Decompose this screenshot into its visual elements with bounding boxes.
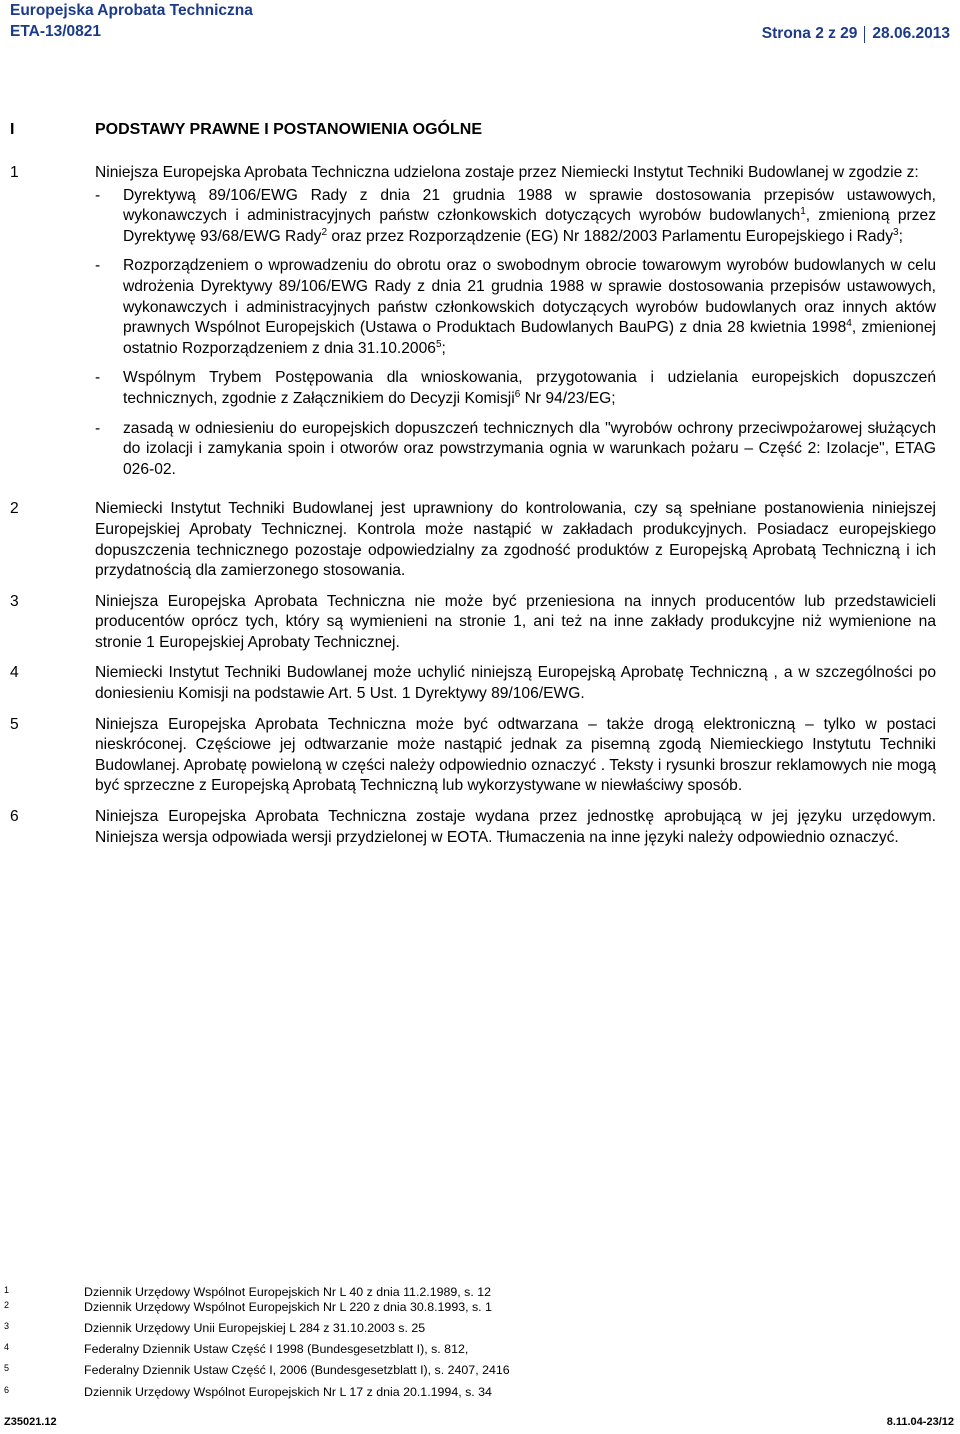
paragraph-number: 4 — [10, 664, 19, 682]
page-info — [762, 25, 950, 43]
list-item: - Wspólnym Trybem Postępowania dla wnioskowania, przygotowania i udzielania europejskich dopuszczeń technicznych, zgodnie z Załącznikiem do Decyzji Komisji$^6$ Nr 94/23/EG; — [95, 368, 936, 409]
footnote-number: 3 — [4, 1321, 10, 1331]
paragraph-number: 6 — [10, 808, 19, 826]
footnote-ref[interactable]: 4 — [846, 317, 852, 329]
footnote-number: 6 — [4, 1385, 10, 1395]
footnote-text: Dziennik Urzędowy Wspólnot Europejskich Nr L 40 z dnia 11.2.1989, s. 12 — [84, 1285, 492, 1299]
paragraph-number: 2 — [10, 500, 19, 518]
section-number: I — [10, 121, 15, 138]
paragraph-1 — [10, 163, 936, 489]
approval-number: ETA-13/0821 — [10, 23, 102, 40]
paragraph-content: Niemiecki Instytut Techniki Budowlanej jest uprawniony do kontrolowania, czy są spełniane postanowienia niniejszej Europejskiej Aprobaty Technicznej. Kontrola może nastąpić w zakładach produkcyjnych. Posiadacz europejskiego dopuszczenia technicznego pozostaje odpowiedzialny za zgodność produktów z Europejską Aprobatą Techniczną i ich przydatnością dla zamierzonego stosowania. — [95, 500, 936, 580]
paragraph-content: Niniejsza Europejska Aprobata Techniczna nie może być przeniesiona na innych producentów lub przedstawicieli producentów oprócz tych, który są wymienieni na stronie 1, ani też na inne zakłady produkcyjne niż wymienione na stronie 1 Europejskiej Aprobaty Technicznej. — [95, 592, 936, 651]
footnote-ref[interactable]: 5 — [435, 338, 442, 350]
footnote-text: Dziennik Urzędowy Wspólnot Europejskich Nr L 17 z dnia 20.1.1994, s. 34 — [84, 1385, 492, 1399]
paragraph-content: Niniejsza Europejska Aprobata Techniczna może być odtwarzana – także drogą elektroniczną – tylko w postaci nieskróconej. Częściowe jej odtwarzanie może nastąpić jednak za pisemną zgodą Niemieckiego Instytutu Techniki Budowlanej. Aprobatę powieloną w części należy odpowiednio oznaczyć . Teksty i rysunki broszur reklamowych nie mogą być sprzeczne z Europejską Aprobatą Techniczną lub wykorzystywane w niewłaściwy sposób. — [95, 715, 936, 795]
list-dash: - — [95, 369, 101, 387]
footnote-text: Dziennik Urzędowy Unii Europejskiej L 284 z 31.10.2003 s. 25 — [84, 1321, 426, 1335]
list-dash: - — [95, 186, 101, 204]
footnote-ref[interactable]: 1 — [800, 206, 806, 217]
paragraph-content — [95, 163, 936, 489]
footer-reference-code: 8.11.04-23/12 — [886, 1416, 954, 1428]
footnote-ref[interactable]: 3 — [893, 226, 899, 238]
list-dash: - — [95, 257, 101, 275]
page-number: Strona 2 z 29 — [761, 25, 858, 42]
document-header — [10, 0, 253, 42]
paragraph-2 — [10, 499, 936, 581]
paragraph-content: Niemiecki Instytut Techniki Budowlanej może uchylić niniejszą Europejską Aprobatę Techniczną , a w szczególności po doniesieniu Komisji na podstawie Art. 5 Ust. 1 Dyrektywy 89/106/EWG. — [95, 664, 936, 703]
paragraph-number: 5 — [10, 715, 19, 733]
footnote-number: 2 — [4, 1300, 10, 1310]
list-item: - Rozporządzeniem o wprowadzeniu do obrotu oraz o swobodnym obrocie towarowym wyrobów budowlanych w celu wdrożenia Dyrektywy 89/106/EWG Rady z dnia 21 grudnia 1988 w sprawie dostosowania przepisów ustawowych, wykonawczych i administracyjnych państw członkowskich dotyczących wyrobów budowlanych oraz innych aktów prawnych Wspólnot Europejskich (Ustawa o Produktach Budowlanych BauPG) z dnia 28 kwietnia 1998$^4$, zmienionej ostatnio Rozporządzeniem z dnia 31.10.2006$^5$; — [95, 256, 936, 359]
footnote-number: 5 — [4, 1363, 10, 1373]
list-item: - Dyrektywą 89/106/EWG Rady z dnia 21 grudnia 1988 w sprawie dostosowania przepisów ustawowych, wykonawczych i administracyjnych państw członkowskich dotyczących wyrobów budowlanych$^1$, zmienioną przez Dyrektywę 93/68/EWG Rady$^2$ oraz przez Rozporządzenie (EG) Nr 1882/2003 Parlamentu Europejskiego i Rady$^3$; — [95, 186, 936, 248]
section-heading — [10, 121, 482, 139]
paragraph-5 — [10, 715, 936, 797]
paragraph-6 — [10, 807, 936, 848]
footnote-number: 4 — [4, 1342, 10, 1352]
document-title: Europejska Aprobata Techniczna — [10, 2, 253, 19]
footnote-number: 1 — [4, 1285, 10, 1295]
paragraph-intro: Niniejsza Europejska Aprobata Techniczna udzielona zostaje przez Niemiecki Instytut Techniki Budowlanej w zgodzie z: — [95, 164, 919, 181]
footnote-text: Federalny Dziennik Ustaw Część I 1998 (Bundesgesetzblatt I), s. 812, — [84, 1342, 469, 1356]
list-dash: - — [95, 419, 101, 437]
paragraph-content: Niniejsza Europejska Aprobata Techniczna zostaje wydana przez jednostkę aprobującą w jej języku urzędowym. Niniejsza wersja odpowiada wersji przydzielonej w EOTA. Tłumaczenia na inne języki należy odpowiednio oznaczyć. — [95, 808, 936, 846]
paragraph-4 — [10, 663, 936, 704]
footnote-text: Dziennik Urzędowy Wspólnot Europejskich Nr L 220 z dnia 30.8.1993, s. 1 — [84, 1300, 492, 1314]
document-date: 28.06.2013 — [872, 25, 950, 42]
paragraph-number: 3 — [10, 592, 19, 610]
footer-document-code: Z35021.12 — [4, 1416, 57, 1428]
document-body — [10, 163, 936, 858]
footnote-ref[interactable]: 6 — [514, 388, 521, 400]
footnote-text: Federalny Dziennik Ustaw Część I, 2006 (Bundesgesetzblatt I), s. 2407, 2416 — [84, 1363, 510, 1377]
footnote-ref[interactable]: 2 — [321, 226, 328, 238]
header-divider — [864, 26, 865, 43]
paragraph-3 — [10, 592, 936, 654]
section-title: PODSTAWY PRAWNE I POSTANOWIENIA OGÓLNE — [95, 121, 482, 138]
paragraph-number: 1 — [10, 164, 19, 181]
list-item: - zasadą w odniesieniu do europejskich dopuszczeń technicznych dla "wyrobów ochrony przeciwpożarowej służących do izolacji i zamykania spoin i otworów oraz powstrzymania ognia w warunkach pożaru – Część 2: Izolacje", ETAG 026-02. — [95, 419, 936, 481]
